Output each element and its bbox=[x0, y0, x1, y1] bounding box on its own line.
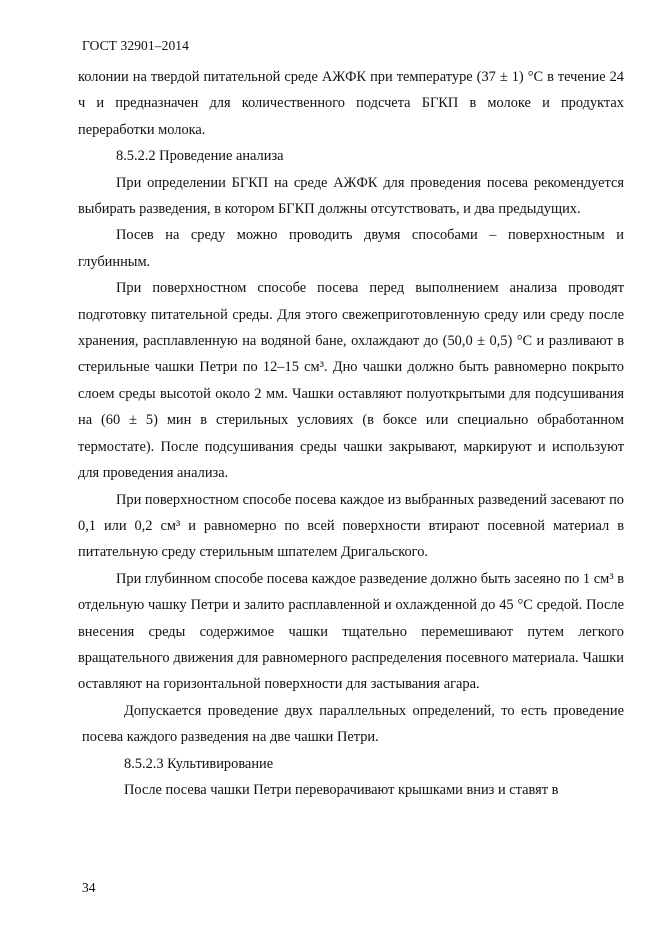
section-heading-8-5-2-3: 8.5.2.3 Культивирование bbox=[124, 755, 274, 772]
paragraph-parallel-determinations: Допускается проведение двух параллельных определений, то есть проведение посева каждого разведения на две чашки Петри. bbox=[82, 702, 624, 746]
paragraph-deep-seeding: При глубинном способе посева каждое разведение должно быть засеяно по 1 см³ в отдельную чашку Петри и залито расплавленной и охлажденной до 45 °С средой. После внесения среды содержимое чашки тщательно перемешивают путем легкого вращательного движения для равномерного распределения посевного материала. Чашки оставляют на горизонтальной поверхности для застывания агара. bbox=[78, 570, 624, 693]
paragraph-cultivation: После посева чашки Петри переворачивают крышками вниз и ставят в bbox=[124, 781, 559, 798]
paragraph-surface-preparation: При поверхностном способе посева перед выполнением анализа проводят подготовку питательной среды. Для этого свежеприготовленную среду или среду после хранения, расплавленную на водяной бане, охлаждают до (50,0 ± 0,5) °С и разливают в стерильные чашки Петри по 12–15 см³. Дно чашки должно быть равномерно покрыто слоем среды высотой около 2 мм. Чашки оставляют полуоткрытыми для подсушивания на (60 ± 5) мин в стерильных условиях (в боксе или специально обработанном термостате). После подсушивания среды чашки закрывают, маркируют и используют для проведения анализа. bbox=[78, 280, 624, 482]
page-body bbox=[78, 64, 624, 803]
standard-header: ГОСТ 32901–2014 bbox=[82, 38, 190, 53]
paragraph-seeding-methods: Посев на среду можно проводить двумя способами – поверхностным и глубинным. bbox=[78, 227, 624, 270]
paragraph-surface-seeding: При поверхностном способе посева каждое из выбранных разведений засевают по 0,1 или 0,2 см³ и равномерно по всей поверхности втирают посевной материал в питательную среду стерильным шпателем Дригальского. bbox=[78, 491, 624, 561]
section-heading-8-5-2-2: 8.5.2.2 Проведение анализа bbox=[116, 148, 284, 165]
paragraph-dilution-choice: При определении БГКП на среде АЖФК для проведения посева рекомендуется выбирать разведения, в котором БГКП должны отсутствовать, и два предыдущих. bbox=[78, 174, 624, 218]
paragraph-continuation: колонии на твердой питательной среде АЖФК при температуре (37 ± 1) °С в течение 24 ч и предназначен для количественного подсчета БГКП в молоке и продуктах переработки молока. bbox=[78, 69, 624, 138]
page-number: 34 bbox=[82, 880, 96, 895]
